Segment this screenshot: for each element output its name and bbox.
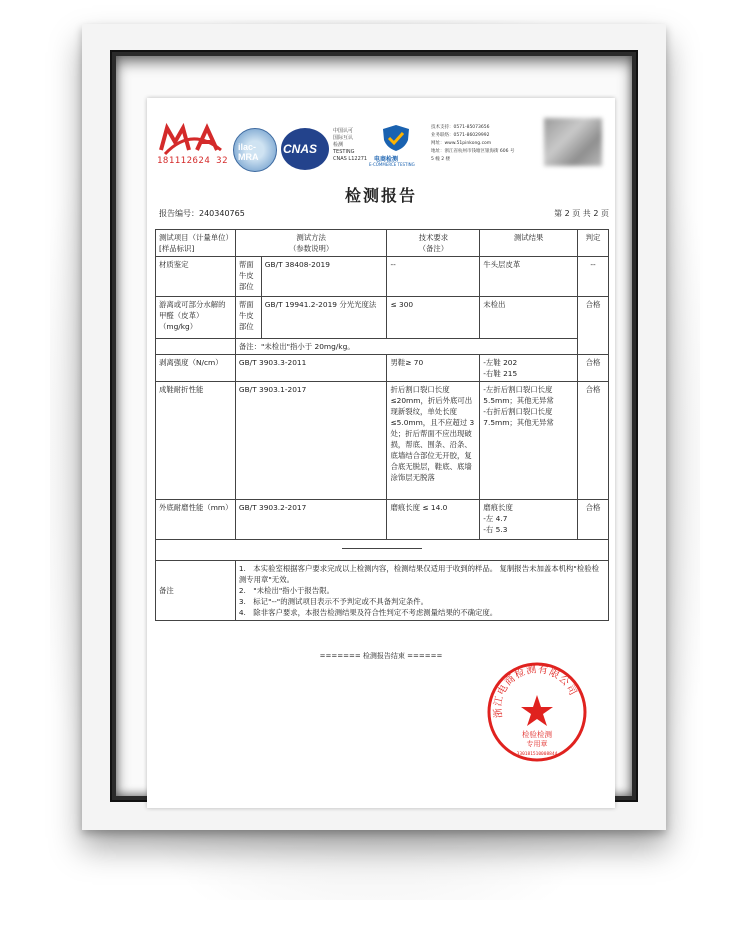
ec-sub-label: E-COMMERCE TESTING bbox=[369, 162, 415, 167]
qr-code-blurred bbox=[544, 118, 602, 166]
contact-info: 技术支持：0571-85073656 业务联络：0571-86029992 网址：www.51pinkong.com 地址：浙江省杭州市钱塘区银海街 606 号 5 幢 2 楼 bbox=[431, 125, 515, 162]
end-of-report: ======= 检测报告结束 ====== bbox=[319, 652, 443, 660]
remark-item: 1. 本实验室根据客户要求完成以上检测内容，检测结果仅适用于收到的样品。 复制报告未加盖本机构"检验检测专用章"无效。 bbox=[238, 564, 600, 584]
ilac-label: ilac-MRA bbox=[238, 142, 259, 162]
separator-line bbox=[342, 548, 422, 549]
svg-text:浙江电商检测有限公司: 浙江电商检测有限公司 bbox=[492, 664, 579, 719]
table-header-row: 测试项目（计量单位） [样品标识] 测试方法 （参数说明） 技术要求 （备注） 测试结果 判定 bbox=[156, 230, 609, 257]
table-row: 外底耐磨性能（mm） GB/T 3903.2-2017 磨痕长度 ≤ 14.0 磨痕长度 -左 4.7 -右 5.3 合格 bbox=[156, 500, 609, 540]
report-number: 报告编号：240340765 bbox=[159, 209, 245, 218]
ec-label: 电商检测 bbox=[374, 156, 399, 163]
cnas-label: CNAS bbox=[283, 142, 318, 156]
table-row: 材质鉴定 帮面牛皮部位 GB/T 38408-2019 -- 牛头层皮革 -- bbox=[156, 257, 609, 297]
official-seal bbox=[486, 661, 588, 763]
remark-item: 3. 标记"--"的测试项目表示不予判定或不具备判定条件。 bbox=[238, 597, 429, 606]
remarks-row: 备注 1. 本实验室根据客户要求完成以上检测内容，检测结果仅适用于收到的样品。 复制报告未加盖本机构"检验检测专用章"无效。 2. "未检出"指小于报告限。 3. 标记"--"的测试项目表示不予判定或不具备判定条件。 4. 除非客户要求，本报告检测结果及符合性判定不考虑测量结果的不确定度。 bbox=[156, 561, 609, 621]
cnas-sub-text: 中国认可 国际互认 检测 TESTING CNAS L12271 bbox=[333, 128, 368, 162]
svg-text:检验检测: 检验检测 bbox=[522, 730, 552, 739]
table-row: 游离或可部分水解的甲醛（皮革）（mg/kg） 帮面牛皮部位 GB/T 19941.2-2019 分光光度法 ≤ 300 未检出 合格 bbox=[156, 297, 609, 339]
svg-text:专用章: 专用章 bbox=[526, 740, 548, 748]
shield-icon bbox=[381, 124, 411, 152]
report-page bbox=[147, 98, 615, 808]
table-separator-row bbox=[156, 540, 609, 561]
table-row: 剥离强度（N/cm） GB/T 3903.3-2011 男鞋≥ 70 -左鞋 202 -右鞋 215 合格 bbox=[156, 355, 609, 382]
table-row: 成鞋耐折性能 GB/T 3903.1-2017 折后割口裂口长度≤20mm，折后外底可出现新裂纹，单处长度≤5.0mm，且不应超过 3 处；折后帮面不应出现破损，帮底、围条、沿条、底墙结合部位无开胶，复合底无脱层，鞋底、底墙涂饰层无脱落 -左折后割口裂口长度 5.5mm；其他无异常 -右折后割口裂口长度 7.5mm；其他无异常 合格 bbox=[156, 382, 609, 500]
report-title: 检测报告 bbox=[344, 186, 417, 205]
cma-code: 181112624 32 bbox=[157, 156, 229, 166]
ilac-mra-logo bbox=[233, 128, 277, 172]
remark-item: 2. "未检出"指小于报告限。 bbox=[238, 586, 334, 595]
remark-item: 4. 除非客户要求，本报告检测结果及符合性判定不考虑测量结果的不确定度。 bbox=[238, 608, 498, 617]
page-info: 第 2 页 共 2 页 bbox=[554, 209, 609, 218]
test-results-table bbox=[155, 229, 609, 621]
cnas-logo bbox=[281, 128, 329, 170]
table-note-row: 备注："未检出"指小于 20mg/kg。 bbox=[156, 339, 609, 355]
svg-text:330181510008844: 330181510008844 bbox=[516, 752, 558, 757]
